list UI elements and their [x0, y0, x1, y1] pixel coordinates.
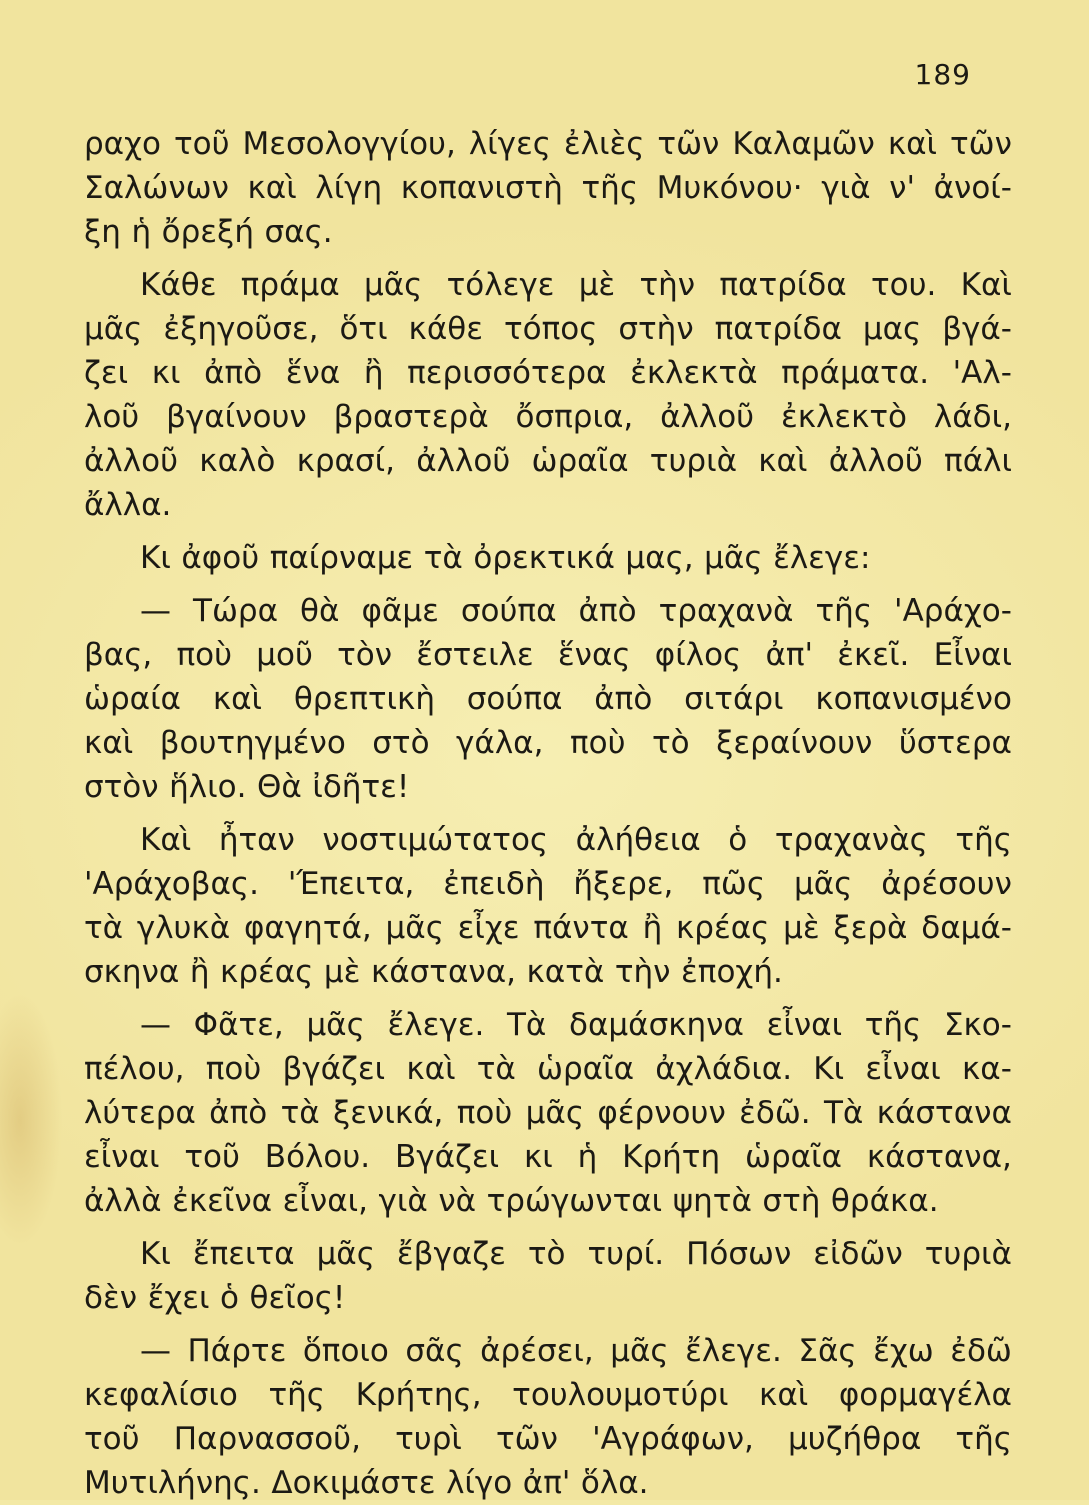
word: λάδι,	[933, 399, 1012, 435]
text-line	[84, 633, 1012, 677]
word: Τώρα	[193, 593, 279, 629]
word: εἶναι	[766, 1007, 843, 1043]
paragraph-gap	[84, 1320, 1012, 1329]
word: ὅποιο	[302, 1333, 389, 1369]
word: Καὶ	[960, 267, 1012, 303]
word: ἔλεγε.	[685, 1333, 782, 1369]
paragraph	[84, 536, 1012, 580]
word: λύτερα	[84, 1095, 196, 1131]
word: λοῦ	[84, 399, 140, 435]
word: μᾶς	[793, 866, 853, 902]
word: τὸν	[337, 637, 393, 673]
word: Σαλώνων	[84, 170, 229, 206]
word: νοστιμώτατος	[322, 822, 549, 858]
word: τῶν	[657, 126, 720, 162]
word: δαμάσκηνα	[569, 1007, 744, 1043]
word: καὶ	[406, 1051, 456, 1087]
word: τῆς	[815, 593, 873, 629]
word: 'Αγράφων,	[592, 1421, 754, 1457]
word: μας	[862, 311, 922, 347]
word: ὅλα.	[580, 1465, 649, 1501]
word: μοῦ	[256, 637, 313, 673]
text-line	[84, 1417, 1012, 1461]
word: ἀφοῦ	[181, 540, 260, 576]
word: ἀλήθεια	[575, 822, 701, 858]
word: Πάρτε	[187, 1333, 287, 1369]
word: δὲν	[84, 1280, 138, 1316]
word: σκηνα	[84, 954, 180, 990]
word: λίγο	[446, 1465, 513, 1501]
word: Σᾶς	[798, 1333, 857, 1369]
word: ἔλεγε.	[387, 1007, 485, 1043]
word: παίρναμε	[269, 540, 414, 576]
word: φαγητά,	[243, 910, 372, 946]
word: ἀπ'	[765, 637, 814, 673]
word: Σκο-	[943, 1007, 1012, 1043]
word: Πόσων	[686, 1236, 792, 1272]
paragraph-gap	[84, 254, 1012, 263]
word: κοπανισμένο	[815, 681, 1012, 717]
word: καὶ	[247, 170, 297, 206]
word: ἰδῆτε!	[312, 769, 410, 805]
word: ἕνα	[285, 355, 341, 391]
word: —	[140, 593, 171, 629]
word: κατὰ	[526, 954, 605, 990]
word: ἔβγαζε	[396, 1236, 506, 1272]
word: ἀρέσει,	[480, 1333, 594, 1369]
word: μᾶς	[385, 910, 444, 946]
word: τῶν	[496, 1421, 558, 1457]
word: κι	[524, 1139, 553, 1175]
word: ἀλλοῦ	[416, 443, 511, 479]
word: βγαίνουν	[166, 399, 307, 435]
word: ἡ	[577, 1139, 598, 1175]
word: βγά-	[942, 311, 1012, 347]
word: τοῦ	[184, 1139, 240, 1175]
word: ὁ	[220, 1280, 239, 1316]
word: ἐκεῖ.	[837, 637, 910, 673]
word: ὄσπρια,	[515, 399, 634, 435]
text-line	[84, 1373, 1012, 1417]
paragraph-gap	[84, 809, 1012, 818]
word: τόλεγε	[446, 267, 555, 303]
word: κοπανιστὴ	[400, 170, 563, 206]
word: ἐξηγοῦσε,	[163, 311, 319, 347]
word: σας.	[264, 214, 333, 250]
text-line	[84, 906, 1012, 950]
word: Βόλου.	[264, 1139, 371, 1175]
word: ἢ	[189, 954, 210, 990]
word: Τὰ	[823, 1095, 864, 1131]
word: λίγη	[315, 170, 383, 206]
word: ἥλιο.	[169, 769, 247, 805]
word: ἔχει	[147, 1280, 210, 1316]
word: φίλος	[654, 637, 742, 673]
word: τῆς	[955, 1421, 1012, 1457]
word: ξενικά,	[333, 1095, 444, 1131]
word: μᾶς	[610, 1333, 669, 1369]
text-line	[84, 1232, 1012, 1276]
word: 'Αλ-	[952, 355, 1012, 391]
word: Θὰ	[256, 769, 302, 805]
word: ἐκλεκτὰ	[630, 355, 758, 391]
page-number: 189	[914, 58, 971, 91]
word: τὴν	[614, 954, 671, 990]
text-line	[84, 1135, 1012, 1179]
text-line	[84, 1003, 1012, 1047]
word: 'Αράχοβας.	[84, 866, 259, 902]
word: ἀπὸ	[578, 593, 637, 629]
word: θράκα.	[830, 1183, 939, 1219]
word: τῆς	[268, 1377, 325, 1413]
word: Κι	[813, 1051, 845, 1087]
word: στὸ	[372, 725, 430, 761]
word: ἀλλὰ	[84, 1183, 162, 1219]
text-line	[84, 263, 1012, 307]
word: ὡραία	[84, 681, 181, 717]
word: ξη	[84, 214, 121, 250]
word: εἰδῶν	[813, 1236, 903, 1272]
word: ἀπὸ	[204, 355, 263, 391]
word: σιτάρι	[684, 681, 784, 717]
word: μὲ	[578, 267, 616, 303]
word: βραστερὰ	[333, 399, 489, 435]
word: πατρίδα	[714, 311, 842, 347]
text-line	[84, 210, 1012, 254]
word: καὶ	[84, 725, 134, 761]
word: θρεπτικὴ	[293, 681, 435, 717]
word: βγάζει	[282, 1051, 386, 1087]
word: ποὺ	[456, 1095, 513, 1131]
word: ἐκλεκτὸ	[780, 399, 908, 435]
word: ξερὰ	[833, 910, 908, 946]
word: ὕστερα	[898, 725, 1012, 761]
word: ραχο	[84, 126, 161, 162]
word: ζει	[84, 355, 129, 391]
word: πῶς	[702, 866, 766, 902]
text-line	[84, 1091, 1012, 1135]
word: μᾶς	[84, 311, 143, 347]
paragraph-gap	[84, 1223, 1012, 1232]
word: Φᾶτε,	[193, 1007, 284, 1043]
word: Καλαμῶν	[732, 126, 875, 162]
word: κα-	[962, 1051, 1012, 1087]
text-line	[84, 765, 1012, 809]
word: ἐκεῖνα	[172, 1183, 273, 1219]
text-line	[84, 589, 1012, 633]
word: τοῦ	[173, 126, 230, 162]
body-text	[84, 122, 1012, 1505]
word: Μυκόνου·	[656, 170, 803, 206]
word: τραχανὰς	[774, 822, 928, 858]
word: σούπα	[460, 593, 557, 629]
word: στὴ	[762, 1183, 821, 1219]
paragraph	[84, 1232, 1012, 1320]
word: εἶναι	[84, 1139, 160, 1175]
word: τὰ	[84, 910, 124, 946]
word: βουτηγμένο	[159, 725, 346, 761]
word: κάθε	[408, 311, 483, 347]
word: πράματα.	[781, 355, 930, 391]
word: μᾶς	[363, 267, 423, 303]
word: ἐποχή.	[681, 954, 783, 990]
text-line	[84, 439, 1012, 483]
text-line	[84, 721, 1012, 765]
word: ἡ	[131, 214, 152, 250]
word: ἀλλοῦ	[660, 399, 755, 435]
word: ἕνας	[557, 637, 631, 673]
word: τὸ	[527, 1236, 566, 1272]
word: του.	[870, 267, 937, 303]
word: καὶ	[758, 443, 808, 479]
word: Εἶναι	[933, 637, 1012, 673]
word: Καὶ	[140, 822, 192, 858]
word: κάστανα,	[866, 1139, 1012, 1175]
word: ἀπὸ	[594, 681, 653, 717]
word: τὰ	[476, 1051, 516, 1087]
paragraph-gap	[84, 994, 1012, 1003]
word: τῶν	[949, 126, 1012, 162]
word: μὲ	[323, 954, 361, 990]
word: μας,	[625, 540, 694, 576]
word: τῆς	[955, 822, 1012, 858]
word: ὡραῖα	[744, 1139, 842, 1175]
word: ὡραῖα	[537, 1051, 635, 1087]
word: μᾶς	[704, 540, 763, 576]
word: τυριὰ	[649, 443, 737, 479]
word: ὅτι	[339, 311, 388, 347]
word: θὰ	[300, 593, 340, 629]
text-line	[84, 1329, 1012, 1373]
word: ὀρεκτικά	[473, 540, 615, 576]
word: Κάθε	[140, 267, 217, 303]
word: τυρί.	[587, 1236, 665, 1272]
paragraph	[84, 263, 1012, 527]
word: Μυτιλήνης.	[84, 1465, 261, 1501]
text-line	[84, 483, 1012, 527]
word: —	[140, 1333, 171, 1369]
word: σούπα	[466, 681, 563, 717]
word: Κρήτης,	[355, 1377, 482, 1413]
word: ἢ	[642, 910, 663, 946]
paragraph	[84, 1003, 1012, 1223]
word: καὶ	[212, 681, 263, 717]
word: τυριὰ	[924, 1236, 1012, 1272]
word: στὸν	[84, 769, 159, 805]
word: ἤξερε,	[573, 866, 674, 902]
word: στὴν	[618, 311, 694, 347]
word: Κι	[140, 1236, 171, 1272]
word: ὄρεξή	[161, 214, 254, 250]
word: σᾶς	[405, 1333, 464, 1369]
paragraph	[84, 589, 1012, 809]
word: ἀπὸ	[209, 1095, 268, 1131]
word: Παρνασσοῦ,	[173, 1421, 361, 1457]
word: τρώγωνται	[486, 1183, 663, 1219]
word: τουλουμοτύρι	[512, 1377, 729, 1413]
word: Τὰ	[506, 1007, 547, 1043]
text-line	[84, 395, 1012, 439]
text-line	[84, 862, 1012, 906]
word: θεῖος!	[249, 1280, 346, 1316]
word: μᾶς	[306, 1007, 365, 1043]
word: Βγάζει	[395, 1139, 500, 1175]
word: εἶναι,	[282, 1183, 368, 1219]
word: εἶχε	[457, 910, 520, 946]
word: ἄλλα.	[84, 487, 172, 523]
word: ἀχλάδια.	[655, 1051, 793, 1087]
word: μὲ	[783, 910, 820, 946]
word: Κι	[140, 540, 171, 576]
word: τραχανὰ	[658, 593, 794, 629]
word: φᾶμε	[361, 593, 439, 629]
word: μᾶς	[316, 1236, 375, 1272]
word: κάστανα	[876, 1095, 1012, 1131]
word: ποὺ	[205, 1051, 262, 1087]
paragraph-gap	[84, 527, 1012, 536]
word: φέρνουν	[597, 1095, 726, 1131]
word: Κρήτη	[622, 1139, 721, 1175]
word: μᾶς	[525, 1095, 585, 1131]
word: τὸ	[652, 725, 690, 761]
word: πάλι	[944, 443, 1012, 479]
word: ἀπ'	[522, 1465, 571, 1501]
word: τὰ	[280, 1095, 320, 1131]
word: ἀρέσουν	[881, 866, 1012, 902]
word: 'Αράχο-	[894, 593, 1012, 629]
word: πράμα	[240, 267, 340, 303]
text-line	[84, 166, 1012, 210]
paragraph-gap	[84, 580, 1012, 589]
word: ἐλιὲς	[563, 126, 645, 162]
word: εἶναι	[865, 1051, 941, 1087]
word: πάντα	[533, 910, 629, 946]
word: περισσότερα	[407, 355, 607, 391]
word: ξεραίνουν	[716, 725, 873, 761]
word: καὶ	[887, 126, 938, 162]
word: κρέας	[220, 954, 314, 990]
word: τοῦ	[84, 1421, 140, 1457]
word: μυζήθρα	[788, 1421, 922, 1457]
text-line	[84, 1047, 1012, 1091]
paragraph	[84, 1329, 1012, 1505]
word: λίγες	[468, 126, 551, 162]
paragraph	[84, 818, 1012, 994]
word: Δοκιμάστε	[271, 1465, 436, 1501]
text-line	[84, 536, 1012, 580]
word: ἀνοί-	[933, 170, 1012, 206]
text-line	[84, 351, 1012, 395]
word: τὴν	[639, 267, 696, 303]
text-line	[84, 307, 1012, 351]
word: τόπος	[503, 311, 598, 347]
word: ἔλεγε:	[773, 540, 871, 576]
text-line	[84, 818, 1012, 862]
word: πέλου,	[84, 1051, 185, 1087]
word: ποὺ	[176, 637, 233, 673]
word: 'Έπειτα,	[287, 866, 415, 902]
text-line	[84, 1179, 1012, 1223]
word: φορμαγέλα	[838, 1377, 1012, 1413]
word: ἔχω	[873, 1333, 934, 1369]
word: καὶ	[759, 1377, 809, 1413]
word: ὁ	[728, 822, 748, 858]
word: ἀλλοῦ	[84, 443, 179, 479]
text-line	[84, 122, 1012, 166]
word: τῆς	[864, 1007, 922, 1043]
word: γάλα,	[456, 725, 544, 761]
word: τυρὶ	[395, 1421, 462, 1457]
word: καλὸ	[199, 443, 276, 479]
word: ν'	[889, 170, 915, 206]
word: ἔπειτα	[192, 1236, 295, 1272]
word: ἦταν	[218, 822, 295, 858]
word: γιὰ	[821, 170, 871, 206]
word: τὰ	[423, 540, 463, 576]
word: πατρίδα	[719, 267, 847, 303]
word: κάστανα,	[370, 954, 516, 990]
word: γιὰ	[378, 1183, 428, 1219]
text-line	[84, 950, 1012, 994]
word: κεφαλίσιο	[84, 1377, 238, 1413]
word: ἢ	[363, 355, 384, 391]
text-line	[84, 1461, 1012, 1505]
word: —	[140, 1007, 171, 1043]
text-line	[84, 1276, 1012, 1320]
word: ψητὰ	[672, 1183, 752, 1219]
word: νὰ	[438, 1183, 477, 1219]
word: ἐδῶ	[950, 1333, 1012, 1369]
word: κι	[151, 355, 181, 391]
word: κρέας	[676, 910, 770, 946]
word: κρασί,	[296, 443, 395, 479]
word: βας,	[84, 637, 153, 673]
word: ἐδῶ.	[739, 1095, 811, 1131]
word: ὡραῖα	[531, 443, 629, 479]
word: ἀλλοῦ	[828, 443, 923, 479]
word: ἐπειδὴ	[443, 866, 545, 902]
word: τῆς	[581, 170, 639, 206]
paragraph	[84, 122, 1012, 254]
word: δαμά-	[921, 910, 1012, 946]
word: Μεσολογγίου,	[242, 126, 456, 162]
word: ἔστειλε	[416, 637, 534, 673]
text-line	[84, 677, 1012, 721]
word: ποὺ	[569, 725, 626, 761]
word: γλυκὰ	[136, 910, 231, 946]
